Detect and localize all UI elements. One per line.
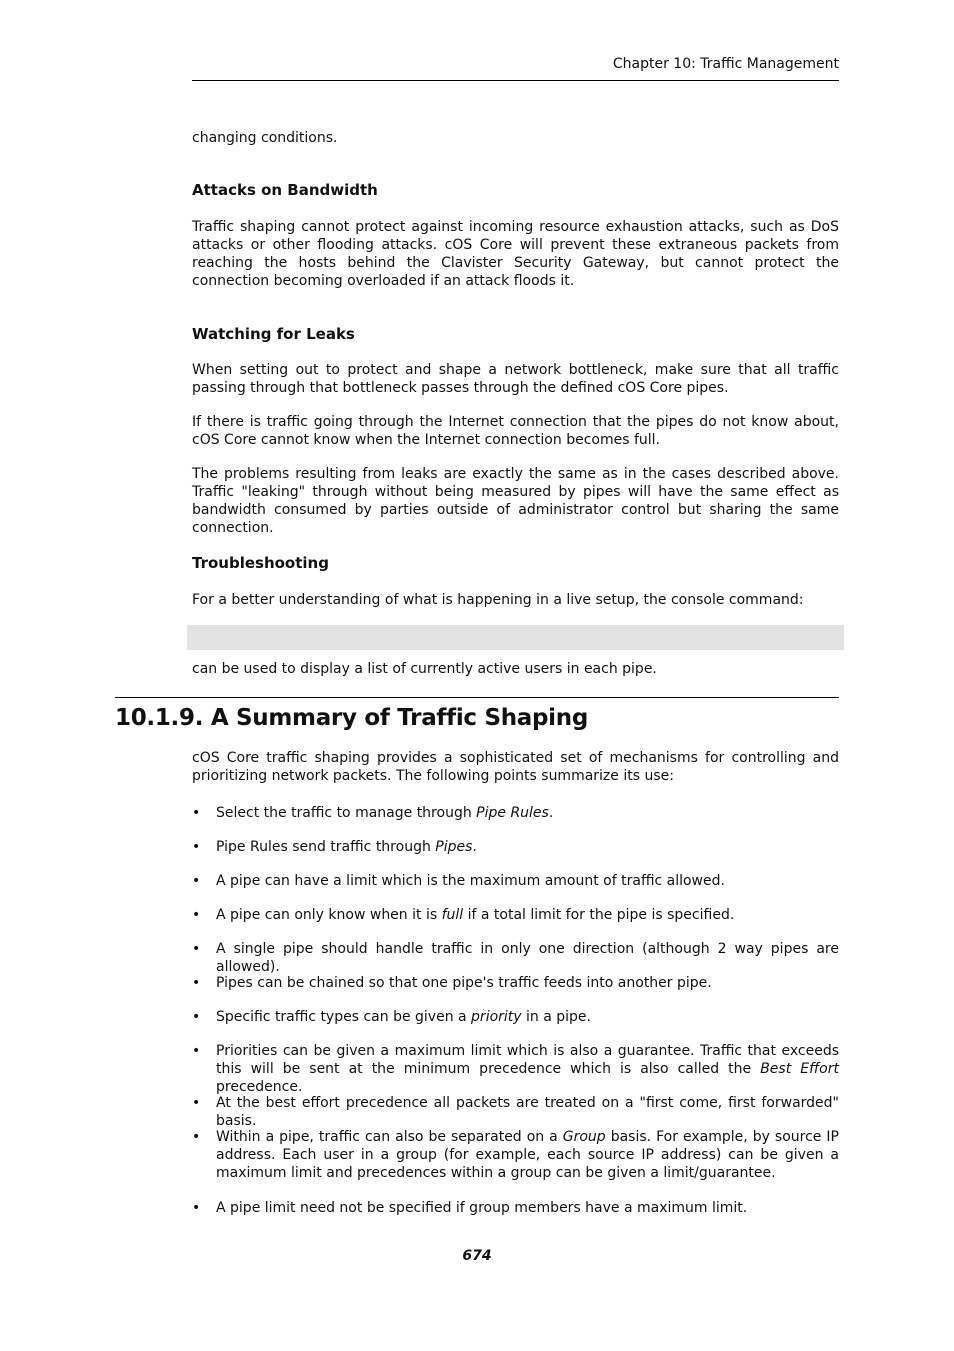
troubleshooting-paragraph: For a better understanding of what is happening in a live setup, the console command: (192, 592, 804, 608)
emphasis: Best Effort (760, 1061, 839, 1077)
list-item-text: At the best effort precedence all packets are treated on a "first come, first forwarded" basis. (216, 1095, 839, 1129)
attacks-paragraph: Traffic shaping cannot protect against incoming resource exhaustion attacks, such as DoS attacks or other flooding attacks. cOS Core will prevent these extraneous packets from reaching the hosts behind the Clavister Security Gateway, but cannot protect the connection becoming overloaded if an attack floods it. (192, 219, 839, 289)
continued-paragraph: changing conditions. (192, 130, 338, 146)
list-item-text: Pipes can be chained so that one pipe's traffic feeds into another pipe. (216, 975, 712, 991)
troubleshooting-heading: Troubleshooting (192, 554, 329, 572)
list-item-text: Specific traffic types can be given a priority in a pipe. (216, 1009, 591, 1025)
list-item-text: A single pipe should handle traffic in only one direction (although 2 way pipes are allowed). (216, 941, 839, 975)
leaks-paragraph-2: If there is traffic going through the Internet connection that the pipes do not know about, cOS Core cannot know when the Internet connection becomes full. (192, 414, 839, 448)
leaks-heading: Watching for Leaks (192, 325, 355, 343)
list-item-text: A pipe limit need not be specified if group members have a maximum limit. (216, 1200, 748, 1216)
bullet-symbol: • (192, 1009, 201, 1025)
bullet-symbol: • (192, 1200, 201, 1216)
header-rule (192, 80, 839, 81)
bullet-symbol: • (192, 839, 201, 855)
console-command-box (187, 625, 844, 650)
list-item-text: A pipe can only know when it is full if a total limit for the pipe is specified. (216, 907, 735, 923)
list-item-text: Within a pipe, traffic can also be separated on a Group basis. For example, by source IP address. Each user in a group (for example, each source IP address) can be given a maximum limit and precedences within a group can be given a limit/guarantee. (216, 1129, 840, 1181)
section-title: 10.1.9. A Summary of Traffic Shaping (115, 705, 588, 731)
list-item-text: Priorities can be given a maximum limit which is also a guarantee. Traffic that exceeds this will be sent at the minimum precedence which is also called the Best Effort precedence. (216, 1043, 839, 1095)
list-item-text: Select the traffic to manage through Pipe Rules. (216, 805, 554, 821)
bullet-symbol: • (192, 1129, 201, 1145)
emphasis: full (441, 907, 464, 923)
running-header: Chapter 10: Traffic Management (612, 56, 839, 72)
bullet-symbol: • (192, 1095, 201, 1111)
bullet-symbol: • (192, 975, 201, 991)
leaks-paragraph-1: When setting out to protect and shape a network bottleneck, make sure that all traffic passing through that bottleneck passes through the defined cOS Core pipes. (192, 362, 839, 396)
bullet-symbol: • (192, 873, 201, 889)
page-number: 674 (462, 1248, 492, 1264)
summary-intro: cOS Core traffic shaping provides a sophisticated set of mechanisms for controlling and prioritizing network packets. The following points summarize its use: (192, 750, 839, 784)
emphasis: priority (471, 1009, 522, 1025)
after-code-paragraph: can be used to display a list of currently active users in each pipe. (192, 661, 657, 677)
emphasis: Pipes (435, 839, 473, 855)
emphasis: Group (562, 1129, 606, 1145)
leaks-paragraph-3: The problems resulting from leaks are exactly the same as in the cases described above. Traffic "leaking" through without being measured by pipes will have the same effect as bandwidth consumed by parties outside of administrator control but sharing the same connection. (192, 466, 839, 536)
bullet-symbol: • (192, 941, 201, 957)
bullet-symbol: • (192, 805, 201, 821)
attacks-heading: Attacks on Bandwidth (192, 181, 378, 199)
list-item-text: A pipe can have a limit which is the maximum amount of traffic allowed. (216, 873, 725, 889)
list-item-text: Pipe Rules send traffic through Pipes. (216, 839, 477, 855)
section-rule (115, 697, 839, 698)
bullet-symbol: • (192, 1043, 201, 1059)
bullet-symbol: • (192, 907, 201, 923)
emphasis: Pipe Rules (476, 805, 549, 821)
